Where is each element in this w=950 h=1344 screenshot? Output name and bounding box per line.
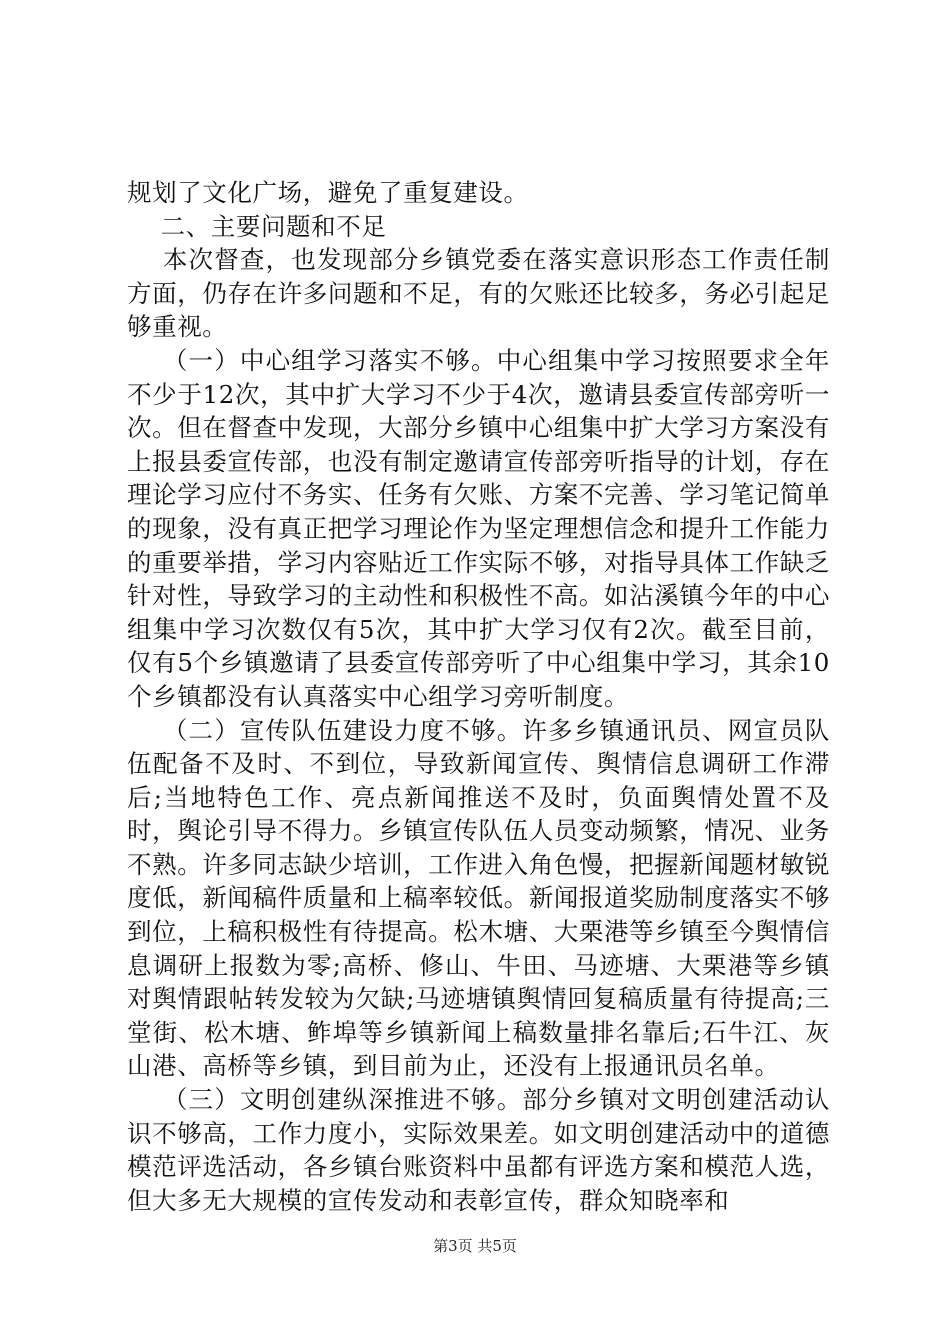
- paragraph-item-2: （二）宣传队伍建设力度不够。许多乡镇通讯员、网宣员队伍配备不及时、不到位，导致新闻宣传、舆情信息调研工作滞后;当地特色工作、亮点新闻推送不及时，负面舆情处置不及时，舆论引导不得力。乡镇宣传队伍人员变动频繁，情况、业务不熟。许多同志缺少培训，工作进入角色慢，把握新闻题材敏锐度低，新闻稿件质量和上稿率较低。新闻报道奖励制度落实不够到位，上稿积极性有待提高。松木塘、大栗港等乡镇至今舆情信息调研上报数为零;高桥、修山、牛田、马迹塘、大栗港等乡镇对舆情跟帖转发较为欠缺;马迹塘镇舆情回复稿质量有待提高;三堂街、松木塘、鲊埠等乡镇新闻上稿数量排名靠后;石牛江、灰山港、高桥等乡镇，到目前为止，还没有上报通讯员名单。: [127, 715, 830, 1081]
- page-footer: 第3页 共5页: [433, 1237, 517, 1255]
- paragraph-item-1: （一）中心组学习落实不够。中心组集中学习按照要求全年不少于12次，其中扩大学习不少于4次，邀请县委宣传部旁听一次。但在督查中发现，大部分乡镇中心组集中扩大学习方案没有上报县委宣传部，也没有制定邀请宣传部旁听指导的计划，存在理论学习应付不务实、任务有欠账、方案不完善、学习笔记简单的现象，没有真正把学习理论作为坚定理想信念和提升工作能力的重要举措，学习内容贴近工作实际不够，对指导具体工作缺乏针对性，导致学习的主动性和积极性不高。如沾溪镇今年的中心组集中学习次数仅有5次，其中扩大学习仅有2次。截至目前，仅有5个乡镇邀请了县委宣传部旁听了中心组集中学习，其余10个乡镇都没有认真落实中心组学习旁听制度。: [127, 345, 830, 711]
- section-heading: 二、主要问题和不足: [127, 211, 387, 241]
- paragraph-intro: 本次督查，也发现部分乡镇党委在落实意识形态工作责任制方面，仍存在许多问题和不足，有的欠账还比较多，务必引起足够重视。: [127, 245, 830, 342]
- document-body: [127, 176, 830, 1217]
- paragraph-continuation: 规划了文化广场，避免了重复建设。: [127, 178, 529, 207]
- paragraph-item-3: （三）文明创建纵深推进不够。部分乡镇对文明创建活动认识不够高，工作力度小，实际效果差。如文明创建活动中的道德模范评选活动，各乡镇台账资料中虽都有评选方案和模范人选，但大多无大规模的宣传发动和表彰宣传，群众知晓率和: [127, 1085, 830, 1215]
